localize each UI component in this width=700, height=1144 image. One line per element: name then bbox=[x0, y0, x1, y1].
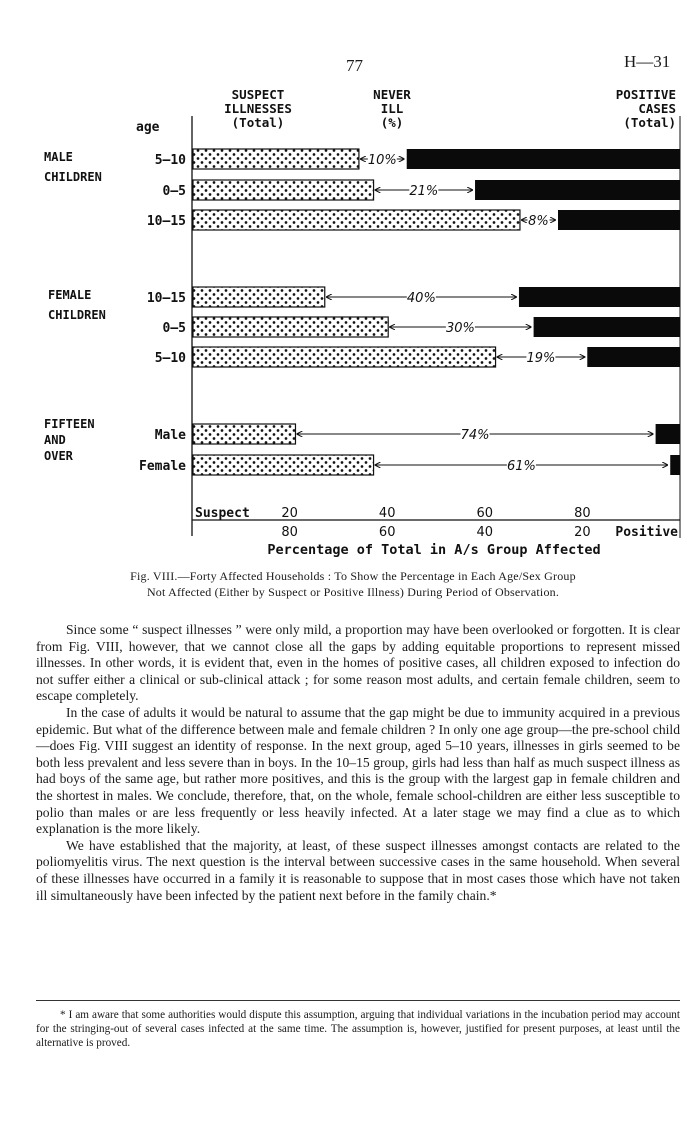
row-age-label: 0–5 bbox=[162, 184, 186, 199]
axis-bottom-tick: 40 bbox=[476, 525, 494, 540]
suspect-bar bbox=[193, 317, 388, 337]
positive-bar bbox=[670, 455, 680, 475]
chart-title: Percentage of Total in A/s Group Affected bbox=[267, 542, 601, 558]
age-header: age bbox=[136, 120, 160, 135]
axis-suspect-label: Suspect bbox=[195, 506, 250, 521]
row-age-label: 0–5 bbox=[162, 321, 186, 336]
figure-caption bbox=[28, 568, 678, 600]
never-ill-label: 74% bbox=[460, 428, 490, 443]
row-age-label: 5–10 bbox=[154, 351, 186, 366]
suspect-header-line: (Total) bbox=[231, 115, 285, 130]
positive-bar bbox=[587, 347, 680, 367]
paragraph-3: We have established that the majority, at least, of these suspect illnesses amongst contacts are related to the poliomyelitis virus. The next question is the interval between successive cases in the same household. When several of these illnesses have occurred in a family it is reasonable to suppose that in most cases those which have not taken ill simultaneously have been infected by the patient next before in the family chain.* bbox=[36, 837, 680, 903]
positive-bar bbox=[558, 210, 680, 230]
never-ill-label: 21% bbox=[409, 184, 439, 199]
never-ill-label: 61% bbox=[506, 459, 536, 474]
suspect-header-line: ILLNESSES bbox=[224, 101, 292, 116]
footnote: * I am aware that some authorities would dispute this assumption, arguing that individual variations in the incubation period may account for the stringing-out of several cases infected at the same time. The assumption is, however, justified for present purposes, at least until the alternative is proved. bbox=[36, 1009, 680, 1049]
never-ill-label: 8% bbox=[528, 214, 549, 229]
suspect-bar bbox=[193, 287, 325, 307]
axis-bottom-tick: 60 bbox=[378, 525, 396, 540]
group-label: MALE bbox=[44, 150, 73, 164]
paragraph-2: In the case of adults it would be natural to assume that the gap might be due to immunity acquired in a previous epidemic. But what of the difference between male and female children ? In only one age group—the pre-school child—does Fig. VIII suggest an identity of response. In the next group, aged 5–10 years, illnesses in girls seemed to be both less prevalent and less severe than in boys. In the 10–15 group, girls had less than half as much suspect illness as had boys of the same age, but rather more positives, and this is the group with the largest gap in female children and the shortest in males. We conclude, therefore, that, on the whole, female school-children are either less susceptible to polio than males or are less frequently or less heavily infected. At a later stage we may find a clue as to which explanation is the more likely. bbox=[36, 704, 680, 837]
axis-positive-label: Positive bbox=[615, 525, 678, 540]
group-label: CHILDREN bbox=[48, 308, 106, 322]
paragraph-1: Since some “ suspect illnesses ” were only mild, a proportion may have been overlooked or forgotten. It is clear from Fig. VIII, however, that we cannot close all the gaps by adding equitable proportions to represent missed illnesses. In other words, it is evident that, even in the homes of positive cases, all children exposed to infection do not suffer either a clinical or sub-clinical attack ; for some reason most adults, and certain female children, seem to escape completely. bbox=[36, 622, 680, 704]
positive-bar bbox=[475, 180, 680, 200]
positive-header-line: POSITIVE bbox=[615, 87, 676, 102]
never-ill-label: 19% bbox=[526, 351, 556, 366]
caption-line-1: Fig. VIII.—Forty Affected Households : To Show the Percentage in Each Age/Sex Group bbox=[130, 569, 576, 583]
document-code: H—31 bbox=[624, 52, 671, 71]
positive-header-line: CASES bbox=[638, 101, 676, 116]
never-ill-label: 40% bbox=[406, 291, 436, 306]
axis-top-tick: 20 bbox=[281, 506, 298, 521]
row-age-label: Male bbox=[154, 428, 186, 443]
suspect-bar bbox=[193, 180, 374, 200]
axis-bottom-tick: 20 bbox=[574, 525, 591, 540]
group-label: OVER bbox=[44, 449, 73, 463]
row-age-label: 5–10 bbox=[154, 153, 186, 168]
never-header-line: ILL bbox=[380, 101, 404, 116]
axis-top-tick: 60 bbox=[476, 506, 494, 521]
caption-line-2: Not Affected (Either by Suspect or Positive Illness) During Period of Observation. bbox=[146, 585, 560, 599]
group-label: CHILDREN bbox=[44, 170, 102, 184]
positive-bar bbox=[407, 149, 680, 169]
suspect-header-line: SUSPECT bbox=[231, 87, 285, 102]
never-header-line: (%) bbox=[380, 115, 404, 130]
body-text bbox=[36, 622, 680, 904]
suspect-bar bbox=[193, 424, 295, 444]
row-age-label: Female bbox=[139, 459, 186, 474]
page-number: 77 bbox=[346, 56, 363, 75]
group-label: AND bbox=[44, 433, 66, 447]
never-header-line: NEVER bbox=[373, 87, 411, 102]
group-label: FIFTEEN bbox=[44, 417, 95, 431]
axis-top-tick: 80 bbox=[574, 506, 591, 521]
suspect-bar bbox=[193, 347, 496, 367]
suspect-bar bbox=[193, 210, 520, 230]
positive-bar bbox=[519, 287, 680, 307]
row-age-label: 10–15 bbox=[146, 291, 186, 306]
row-age-label: 10–15 bbox=[146, 214, 186, 229]
axis-bottom-tick: 80 bbox=[281, 525, 298, 540]
household-chart bbox=[0, 0, 700, 565]
positive-header-line: (Total) bbox=[623, 115, 676, 130]
positive-bar bbox=[534, 317, 680, 337]
axis-top-tick: 40 bbox=[378, 506, 396, 521]
never-ill-label: 10% bbox=[367, 153, 397, 168]
suspect-bar bbox=[193, 455, 374, 475]
never-ill-label: 30% bbox=[445, 321, 475, 336]
group-label: FEMALE bbox=[48, 288, 92, 302]
suspect-bar bbox=[193, 149, 359, 169]
footnote-rule bbox=[36, 1000, 680, 1001]
positive-bar bbox=[656, 424, 680, 444]
